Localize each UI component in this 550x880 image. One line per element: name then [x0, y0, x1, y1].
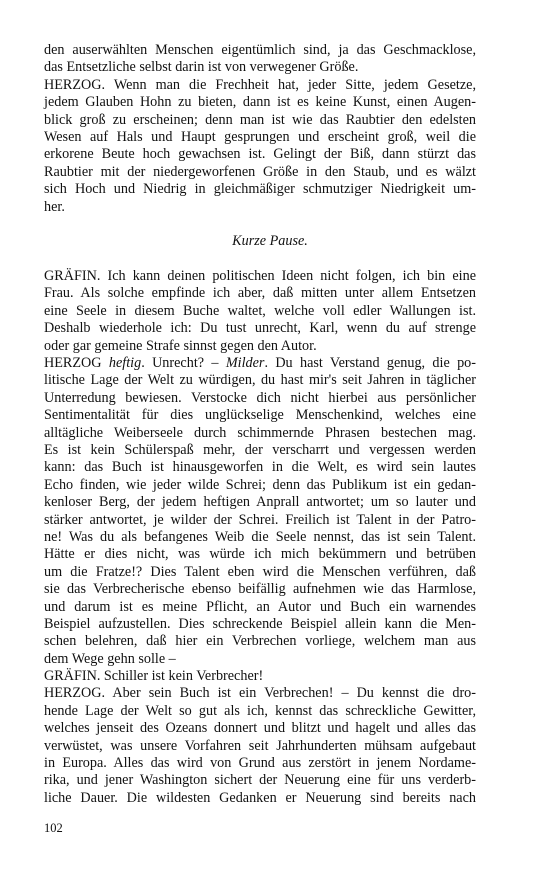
text-line: HERZOG. Aber sein Buch ist ein Verbrechen! – Du kennst die dro- [44, 685, 476, 702]
page-body [44, 42, 476, 807]
text-line: welches jenseit des Ozeans donnert und blitzt und hagelt und alles das [44, 720, 476, 737]
text-line: HERZOG. Wenn man die Frechheit hat, jeder Sitte, jedem Gesetze, [44, 76, 476, 93]
text-line: eine Seele in diesem Buche waltet, welche voll edler Wallungen ist. [44, 302, 476, 319]
text-line: Deshalb wiederhole ich: Du tust unrecht, Karl, wenn du auf strenge [44, 320, 476, 337]
text-line: Hätte er dies nicht, was würde ich mich bekümmern und betrüben [44, 546, 476, 563]
text-line: rika, und jener Washington sichert der Neuerung eine für uns verderb- [44, 772, 476, 789]
text-line: oder gar gemeine Strafe sinnst gegen den Autor. [44, 337, 317, 354]
page-number: 102 [44, 821, 63, 835]
text-line: Frau. Als solche empfinde ich aber, daß mitten unter allem Entsetzen [44, 285, 476, 302]
text-line: Raubtier mit der niedergeworfenen Größe in den Staub, und es wälzt [44, 163, 476, 180]
text-line: um die Fratze!? Dies Talent eben wird die Menschen verführen, daß [44, 563, 476, 580]
stage-direction: Kurze Pause. [232, 233, 308, 250]
text-line: Wesen auf Hals und Haupt gesprungen und erscheint groß, weil die [44, 128, 476, 145]
blank-line [44, 216, 476, 233]
text-line: liche Dauer. Die wildesten Gedanken er Neuerung sind bereits nach [44, 789, 476, 806]
text-line: Unterredung bewiesen. Verstocke dich nicht hierbei aus persönlicher [44, 389, 476, 406]
text-line: GRÄFIN. Schiller ist kein Verbrecher! [44, 668, 264, 685]
text-line: das Entsetzliche selbst darin ist von verwegener Größe. [44, 59, 359, 76]
text-line: und darum ist es meine Pflicht, an Autor und Buch ein warnendes [44, 598, 476, 615]
text-line: in Europa. Alles das wird von Grund aus zerstört in jenem Nordame- [44, 755, 476, 772]
text-line: hende Lage der Welt so gut als ich, kennst das schreckliche Gewitter, [44, 702, 476, 719]
text-line: Beispiel aufzustellen. Dies schreckende Beispiel allein kann die Men- [44, 615, 476, 632]
text-line: kenloser Berg, der jedem heftigen Anprall antwortet; um so lauter und [44, 494, 476, 511]
text-line: HERZOG heftig. Unrecht? – Milder. Du hast Verstand genug, die po- [44, 355, 476, 372]
text-line: alltägliche Weiberseele durch schimmernde Phrasen bestechen mag. [44, 424, 476, 441]
text-line: Sentimentalität für dies unglückselige Menschenkind, welches eine [44, 407, 476, 424]
text-line: Echo finden, wie jeder wilde Schrei; denn das Publikum ist ein gedan- [44, 476, 476, 493]
text-line: jedem Glauben Hohn zu bieten, dann ist es keine Kunst, einen Augen- [44, 94, 476, 111]
text-line: dem Wege gehn solle – [44, 650, 176, 667]
text-line: GRÄFIN. Ich kann deinen politischen Ideen nicht folgen, ich bin eine [44, 268, 476, 285]
text-line: kann: das Buch ist hinausgeworfen in die Welt, es wird sein lautes [44, 459, 476, 476]
text-line: sie das Verbrecherische ebenso beifällig aufnehmen wie das Harmlose, [44, 581, 476, 598]
text-line: ne! Was du als befangenes Weib die Seele nennst, das ist sein Talent. [44, 528, 476, 545]
text-line: blick groß zu erscheinen; denn man ist wie das Raubtier den edelsten [44, 111, 476, 128]
text-line: litische Lage der Welt zu würdigen, du hast mir's seit Jahren in täglicher [44, 372, 476, 389]
text-line: verwüstet, was unsere Vorfahren seit Jahrhunderten mühsam aufgebaut [44, 737, 476, 754]
blank-line [44, 251, 476, 268]
text-line: schen belehren, daß hier ein Verbrechen vorliege, welchem man aus [44, 633, 476, 650]
text-line: her. [44, 198, 65, 215]
text-line: stärker antwortet, je wilder der Schrei. Freilich ist Talent in der Patro- [44, 511, 476, 528]
text-line: Es ist kein Schülerspaß mehr, der verscharrt und vergessen werden [44, 441, 476, 458]
text-line: erkorene Beute hoch gewachsen ist. Gelingt der Biß, dann stürzt das [44, 146, 476, 163]
text-line: sich Hoch und Niedrig in gleichmäßiger schmutziger Niedrigkeit um- [44, 181, 476, 198]
text-line: den auserwählten Menschen eigentümlich sind, ja das Geschmacklose, [44, 42, 476, 58]
